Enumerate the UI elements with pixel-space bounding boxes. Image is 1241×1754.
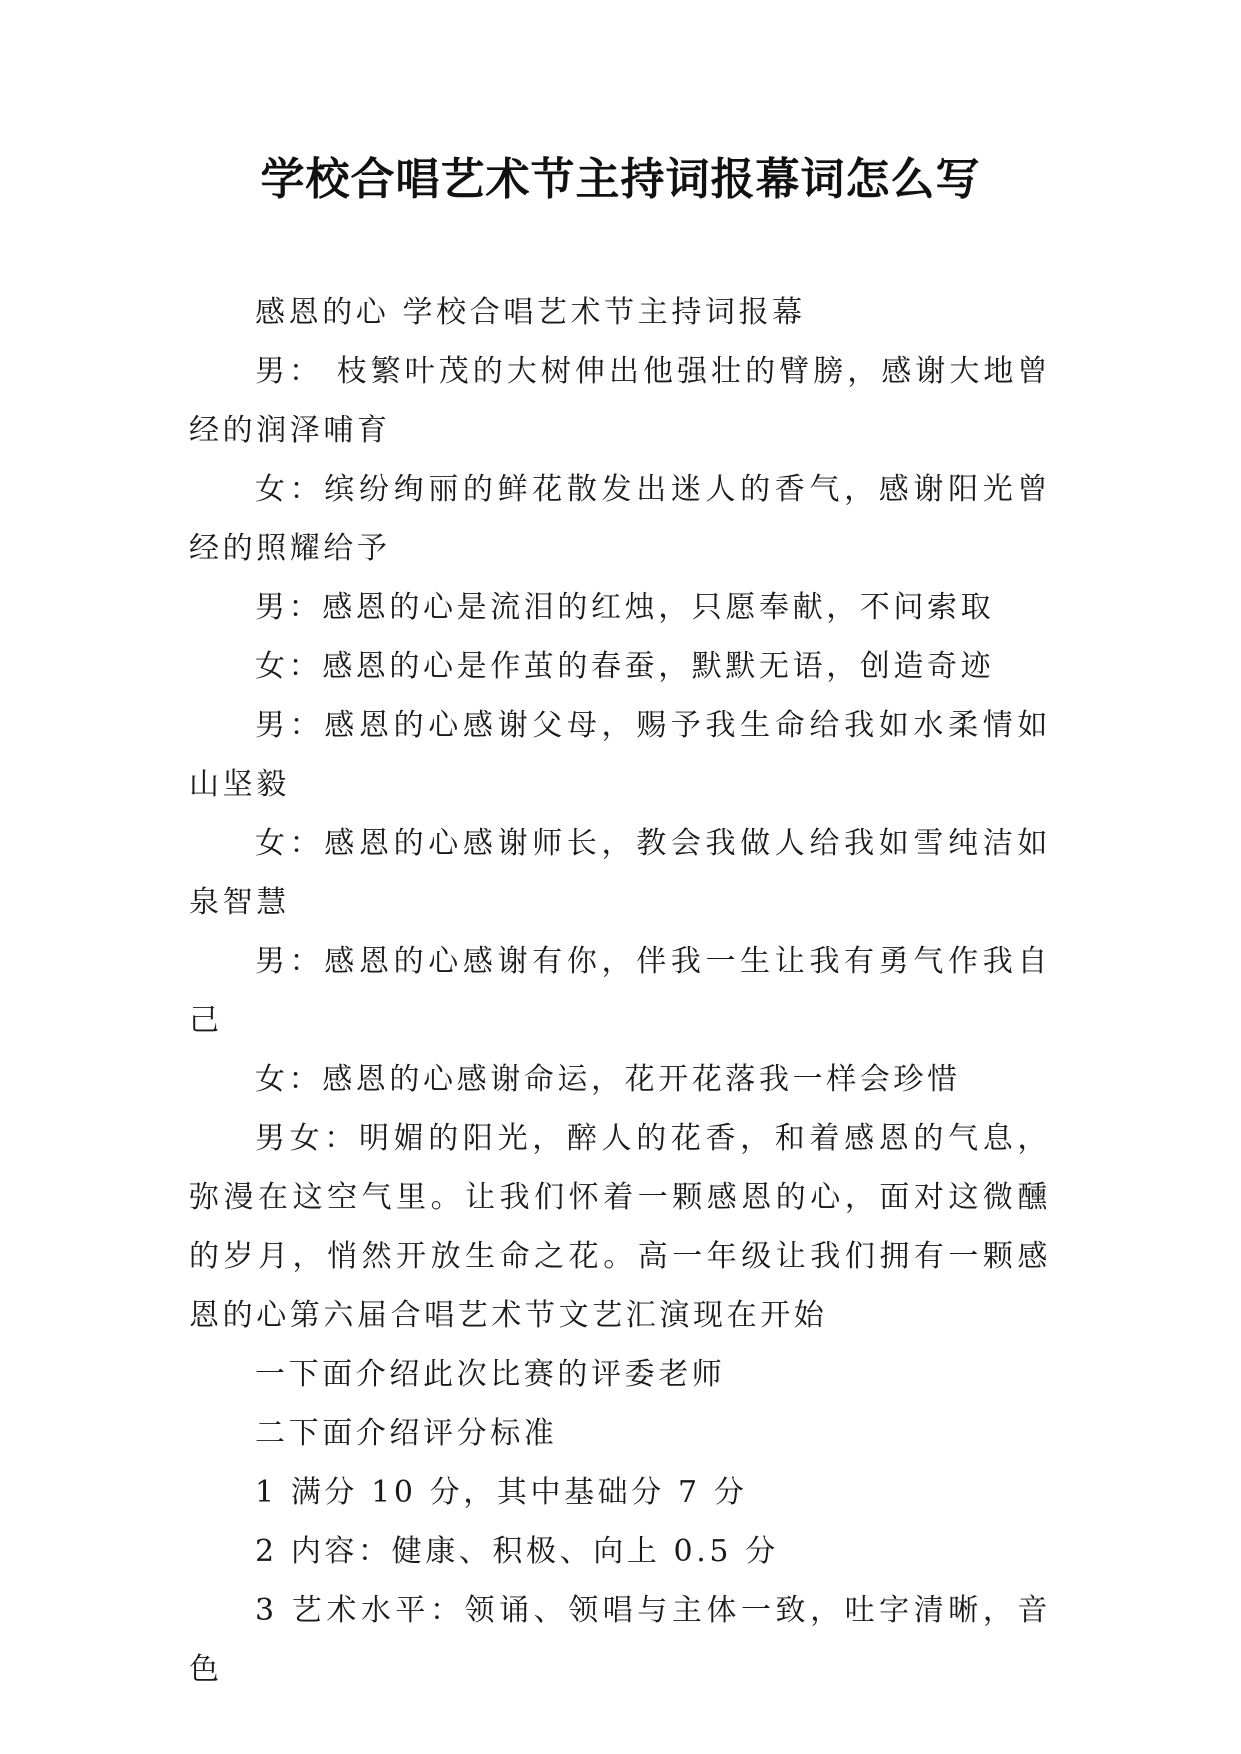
paragraph-male-2: 男：感恩的心是流泪的红烛，只愿奉献，不问索取: [255, 590, 995, 625]
paragraph-male-3: 男：感恩的心感谢父母，赐予我生命给我如水柔情如山坚毅: [189, 708, 1051, 802]
paragraph-criteria-2: 2 内容：健康、积极、向上 0.5 分: [255, 1534, 779, 1569]
paragraph-male-1: 男： 枝繁叶茂的大树伸出他强壮的臂膀，感谢大地曾经的润泽哺育: [189, 354, 1051, 448]
paragraph-criteria-1: 1 满分 10 分，其中基础分 7 分: [255, 1475, 748, 1510]
paragraph-criteria-3: 3 艺术水平：领诵、领唱与主体一致，吐字清晰，音色: [189, 1593, 1051, 1687]
paragraph-female-1: 女：缤纷绚丽的鲜花散发出迷人的香气，感谢阳光曾经的照耀给予: [189, 472, 1051, 566]
paragraph-both: 男女：明媚的阳光，醉人的花香，和着感恩的气息，弥漫在这空气里。让我们怀着一颗感恩的心，面对这微醺的岁月，悄然开放生命之花。高一年级让我们拥有一颗感恩的心第六届合唱艺术节文艺汇演现在开始: [189, 1121, 1051, 1333]
paragraph-male-4: 男：感恩的心感谢有你，伴我一生让我有勇气作我自己: [189, 944, 1051, 1038]
paragraph-female-3: 女：感恩的心感谢师长，教会我做人给我如雪纯洁如泉智慧: [189, 826, 1051, 920]
paragraph-female-4: 女：感恩的心感谢命运，花开花落我一样会珍惜: [255, 1062, 961, 1097]
document-body: [189, 283, 1051, 1699]
paragraph-intro: 感恩的心 学校合唱艺术节主持词报幕: [255, 295, 806, 330]
paragraph-criteria: 二下面介绍评分标准: [255, 1416, 558, 1451]
paragraph-female-2: 女：感恩的心是作茧的春蚕，默默无语，创造奇迹: [255, 649, 995, 684]
document-title: 学校合唱艺术节主持词报幕词怎么写: [260, 154, 981, 205]
paragraph-judges: 一下面介绍此次比赛的评委老师: [255, 1357, 726, 1392]
